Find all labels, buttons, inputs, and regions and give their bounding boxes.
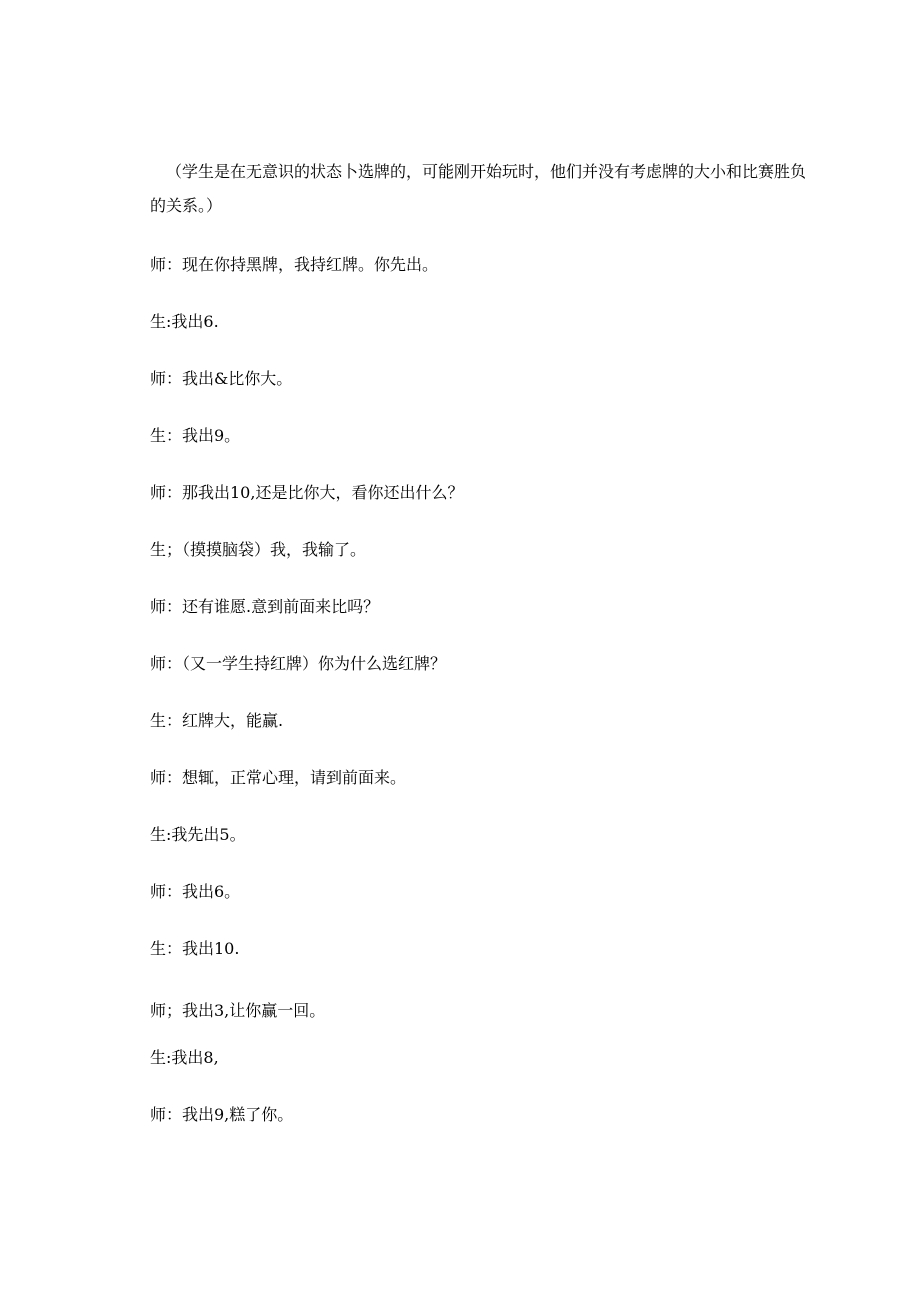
dialogue-line: 师：那我出10,还是比你大，看你还出什么？ bbox=[150, 483, 464, 502]
dialogue-line: 师：还有谁愿.意到前面来比吗？ bbox=[150, 597, 380, 616]
dialogue-line: 生；（摸摸脑袋）我，我输了。 bbox=[150, 540, 367, 559]
dialogue-line: 生：我出10. bbox=[150, 939, 240, 958]
dialogue-line: 生：我出9。 bbox=[150, 426, 241, 445]
dialogue-line: 生:我先出5。 bbox=[150, 825, 246, 844]
dialogue-line: 师：现在你持黑牌，我持红牌。你先出。 bbox=[150, 255, 439, 274]
dialogue-line: 生：红牌大，能赢. bbox=[150, 711, 284, 730]
dialogue-line: 师：我出&比你大。 bbox=[150, 369, 293, 388]
dialogue-line: 师：我出9,糕了你。 bbox=[150, 1105, 294, 1124]
dialogue-line: 师：（又一学生持红牌）你为什么选红牌？ bbox=[150, 654, 447, 673]
dialogue-line: 生:我出6. bbox=[150, 312, 219, 331]
dialogue-line: 师：我出6。 bbox=[150, 882, 241, 901]
dialogue-line: 师；我出3,让你赢一回。 bbox=[150, 1001, 326, 1020]
dialogue-line: 生:我出8, bbox=[150, 1048, 219, 1067]
intro-paragraph: （学生是在无意识的状态卜选牌的，可能刚开始玩时，他们并没有考虑牌的大小和比赛胜负的关系。） bbox=[150, 162, 807, 215]
dialogue-line: 师：想辄，正常心理，请到前面来。 bbox=[150, 768, 407, 787]
